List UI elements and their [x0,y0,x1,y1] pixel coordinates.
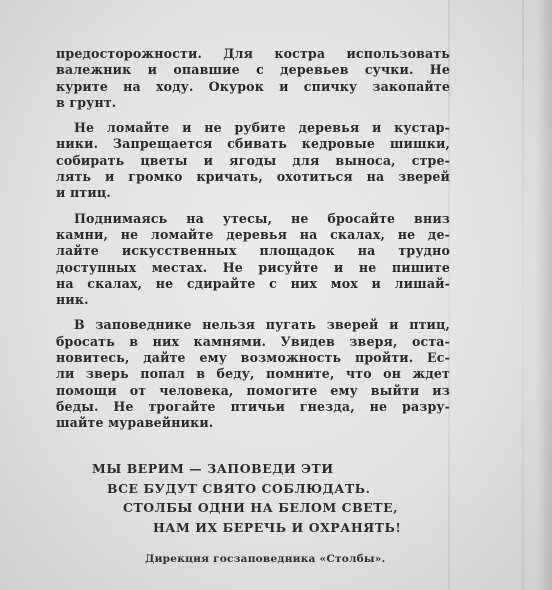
text-line: ли зверь попал в беду, помните, что он ждет [56,366,450,382]
text-line: беды. Не трогайте птичьи гнезда, не разру- [56,398,450,414]
paper-fold-crease-right [522,0,524,590]
signature-line: Дирекция госзаповедника «Столбы». [145,553,386,565]
text-line: валежник и опавшие с деревьев сучки. Не [56,62,450,78]
motto-line: ВСЕ БУДУТ СВЯТО СОБЛЮДАТЬ. [107,480,371,496]
paragraph-fire-safety [56,46,450,111]
paragraph-plants [56,120,450,201]
text-line: и птиц. [56,185,111,201]
motto-line: НАМ ИХ БЕРЕЧЬ И ОХРАНЯТЬ! [153,519,402,535]
text-line: собирать цветы и ягоды для выноса, стре- [56,152,450,168]
text-line: ники. Запрещается сбивать кедровые шишки, [56,136,450,152]
text-line: В заповеднике нельзя пугать зверей и птиц, [74,317,450,333]
text-line: в грунт. [56,94,117,110]
rules-text [56,46,450,432]
text-line: камни, не ломайте деревья на скалах, не де- [56,226,450,242]
text-line: Поднимаясь на утесы, не бросайте вниз [74,210,450,226]
text-line: Не ломайте и не рубите деревья и кустар- [74,120,450,136]
text-line: ник. [56,292,89,308]
text-line: лять и громко кричать, охотиться на зверей [56,169,450,185]
text-line: на скалах, не сдирайте с них мох и лишай- [56,275,450,291]
motto-line: МЫ ВЕРИМ — ЗАПОВЕДИ ЭТИ [92,461,334,476]
text-line: доступных местах. Не рисуйте и не пишите [56,259,450,275]
text-line: помощи от человека, помогите ему выйти из [56,382,450,398]
text-line: бросать в них камнями. Увидев зверя, оста- [56,333,450,349]
motto-poem [70,459,430,537]
paper-edge-shadow [536,0,552,590]
text-line: лайте искусственных площадок на трудно [56,243,450,259]
text-line: предосторожности. Для костра использовать [56,46,450,61]
text-line: шайте муравейники. [56,415,214,431]
motto-line: СТОЛБЫ ОДНИ НА БЕЛОМ СВЕТЕ, [123,500,399,515]
text-line: новитесь, дайте ему возможность пройти. Ес- [56,350,450,366]
text-line: курите на ходу. Окурок и спичку закопайте [56,78,450,94]
paragraph-cliffs [56,211,450,309]
paragraph-animals [56,317,450,431]
